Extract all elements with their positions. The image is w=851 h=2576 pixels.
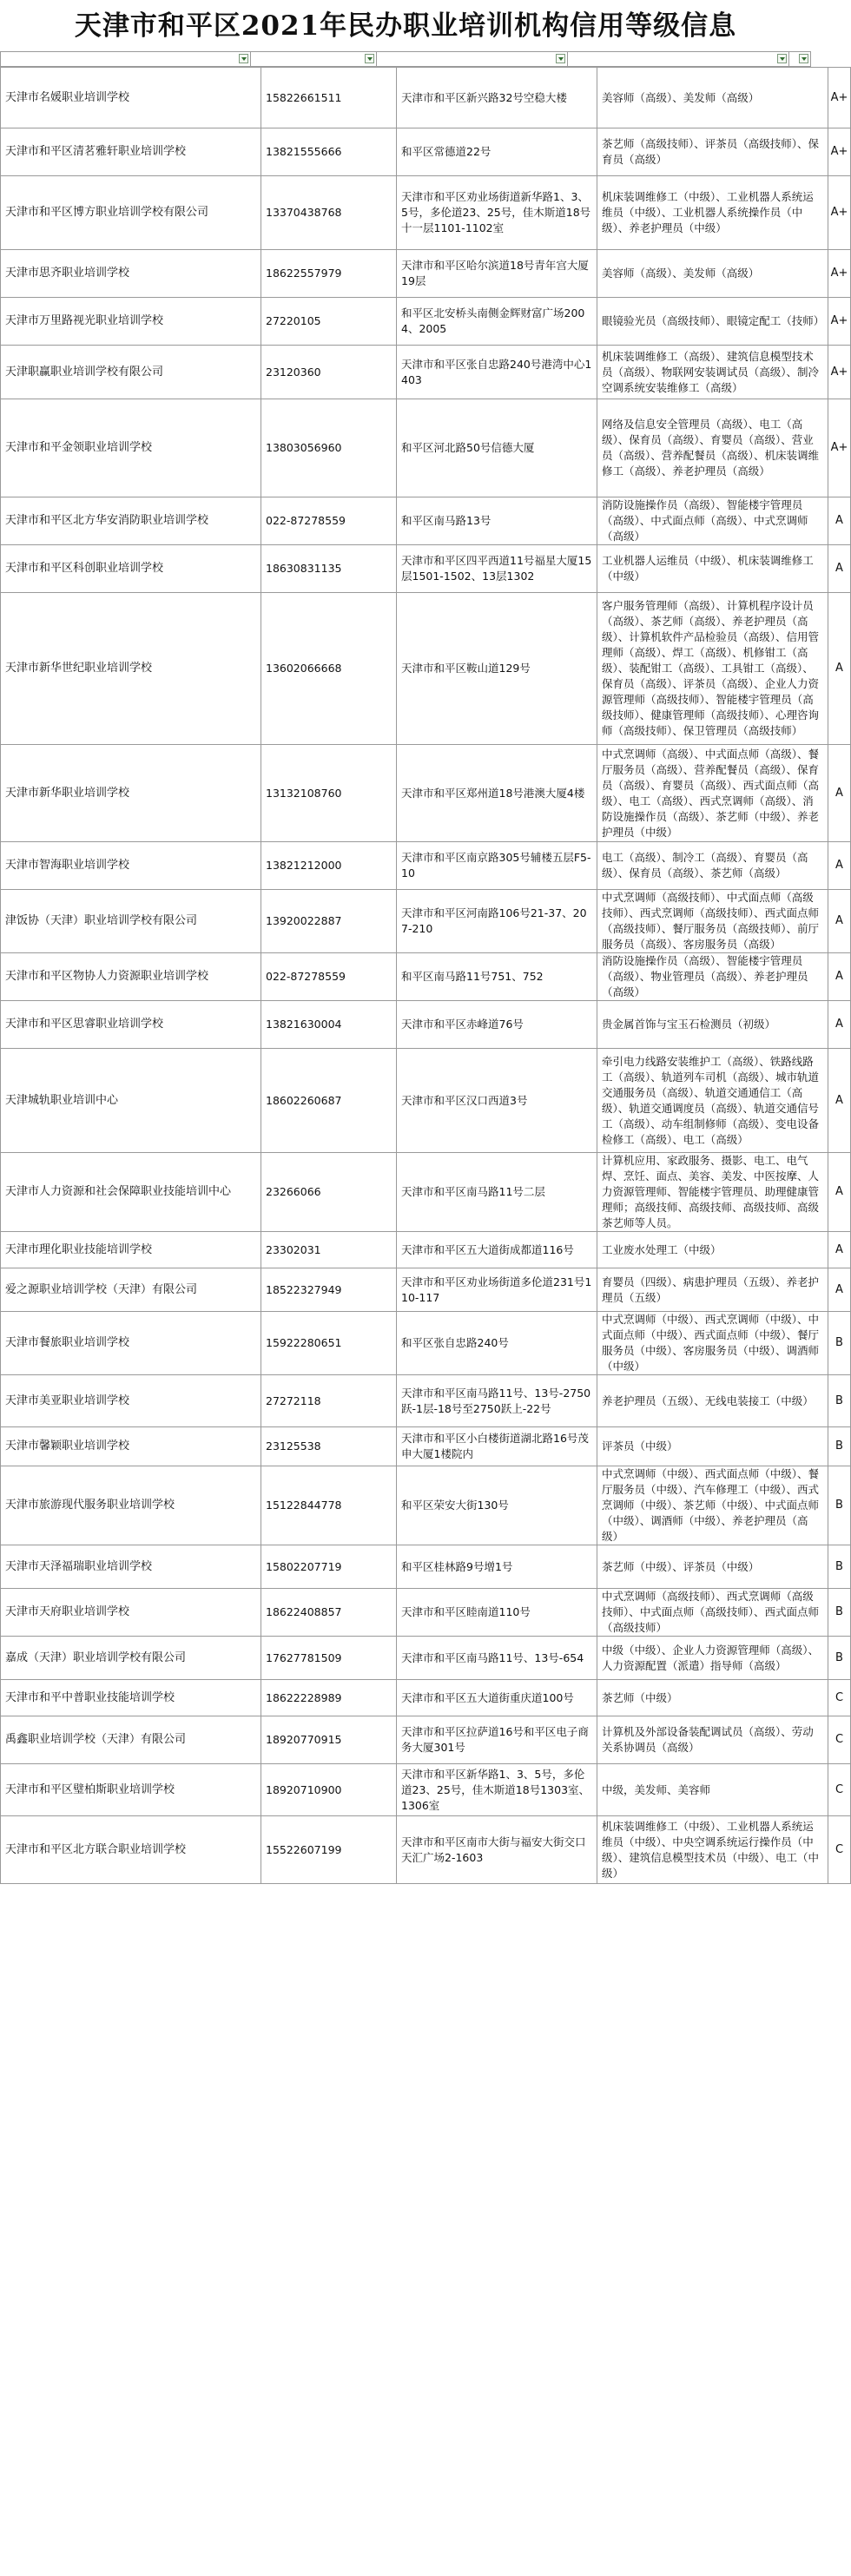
cell-name: 天津市旅游现代服务职业培训学校 xyxy=(1,1466,261,1545)
cell-name: 天津市万里路视光职业培训学校 xyxy=(1,298,261,346)
cell-jobs: 消防设施操作员（高级）、智能楼宇管理员（高级）、中式面点师（高级）、中式烹调师（高级） xyxy=(597,497,828,545)
cell-grade: B xyxy=(828,1589,851,1637)
cell-name: 天津市和平中普职业技能培训学校 xyxy=(1,1680,261,1716)
cell-addr: 天津市和平区南马路11号、13号-2750跃-1层-18号至2750跃上-22号 xyxy=(397,1375,597,1427)
cell-grade: A xyxy=(828,842,851,890)
table-row xyxy=(1,545,851,593)
table-row xyxy=(1,1545,851,1589)
cell-jobs: 评茶员（中级） xyxy=(597,1427,828,1466)
cell-tel: 13821212000 xyxy=(261,842,397,890)
cell-tel: 18622408857 xyxy=(261,1589,397,1637)
cell-name: 天津市餐旅职业培训学校 xyxy=(1,1312,261,1375)
cell-jobs: 工业废水处理工（中级） xyxy=(597,1232,828,1268)
cell-name: 天津市和平区物协人力资源职业培训学校 xyxy=(1,953,261,1001)
filter-row xyxy=(0,52,811,67)
cell-addr: 和平区桂林路9号增1号 xyxy=(397,1545,597,1589)
filter-cell-jobs xyxy=(568,52,789,66)
cell-tel: 18630831135 xyxy=(261,545,397,593)
table-row xyxy=(1,842,851,890)
table-row xyxy=(1,593,851,745)
cell-name: 天津市和平区清茗雅轩职业培训学校 xyxy=(1,128,261,176)
cell-tel: 15122844778 xyxy=(261,1466,397,1545)
cell-name: 天津市天府职业培训学校 xyxy=(1,1589,261,1637)
cell-grade: A+ xyxy=(828,346,851,399)
cell-jobs: 中式烹调师（中级）、西式面点师（中级）、餐厅服务员（中级）、汽车修理工（中级）、西式烹调师（中级）、茶艺师（中级）、中式面点师（中级）、调酒师（中级）、养老护理员（高级） xyxy=(597,1466,828,1545)
cell-addr: 和平区常德道22号 xyxy=(397,128,597,176)
table-row xyxy=(1,1716,851,1764)
cell-grade: A xyxy=(828,1232,851,1268)
cell-addr: 天津市和平区南马路11号二层 xyxy=(397,1153,597,1232)
cell-grade: A xyxy=(828,593,851,745)
cell-grade: B xyxy=(828,1637,851,1680)
cell-grade: A xyxy=(828,745,851,842)
cell-addr: 和平区南马路13号 xyxy=(397,497,597,545)
cell-name: 天津市馨颖职业培训学校 xyxy=(1,1427,261,1466)
filter-dropdown-icon[interactable] xyxy=(799,54,808,63)
cell-jobs: 茶艺师（中级） xyxy=(597,1680,828,1716)
table-row xyxy=(1,497,851,545)
cell-name: 天津市美亚职业培训学校 xyxy=(1,1375,261,1427)
cell-tel: 13370438768 xyxy=(261,176,397,250)
cell-name: 禹鑫职业培训学校（天津）有限公司 xyxy=(1,1716,261,1764)
cell-grade: A xyxy=(828,497,851,545)
cell-grade: A xyxy=(828,1268,851,1312)
table-row xyxy=(1,298,851,346)
cell-grade: C xyxy=(828,1764,851,1816)
cell-tel: 15922280651 xyxy=(261,1312,397,1375)
filter-dropdown-icon[interactable] xyxy=(777,54,787,63)
cell-addr: 天津市和平区五大道街重庆道100号 xyxy=(397,1680,597,1716)
cell-addr: 天津市和平区劝业场街道多伦道231号110-117 xyxy=(397,1268,597,1312)
table-row xyxy=(1,128,851,176)
cell-name: 天津市人力资源和社会保障职业技能培训中心 xyxy=(1,1153,261,1232)
cell-tel: 15802207719 xyxy=(261,1545,397,1589)
cell-name: 天津市和平金领职业培训学校 xyxy=(1,399,261,497)
table-row xyxy=(1,1637,851,1680)
cell-grade: C xyxy=(828,1816,851,1884)
cell-addr: 和平区北安桥头南侧金辉财富广场2004、2005 xyxy=(397,298,597,346)
cell-grade: A xyxy=(828,545,851,593)
cell-grade: B xyxy=(828,1545,851,1589)
cell-addr: 和平区河北路50号信德大厦 xyxy=(397,399,597,497)
cell-tel: 17627781509 xyxy=(261,1637,397,1680)
cell-addr: 和平区张自忠路240号 xyxy=(397,1312,597,1375)
cell-tel: 23120360 xyxy=(261,346,397,399)
cell-name: 天津市名媛职业培训学校 xyxy=(1,68,261,128)
cell-tel: 022-87278559 xyxy=(261,953,397,1001)
cell-grade: A+ xyxy=(828,298,851,346)
cell-jobs: 机床装调维修工（中级）、工业机器人系统运维员（中级）、中央空调系统运行操作员（中级）、建筑信息模型技术员（中级）、电工（中级） xyxy=(597,1816,828,1884)
cell-addr: 天津市和平区劝业场街道新华路1、3、5号，多伦道23、25号，佳木斯道18号十一层1101-1102室 xyxy=(397,176,597,250)
cell-name: 天津市天泽福瑞职业培训学校 xyxy=(1,1545,261,1589)
cell-grade: A xyxy=(828,953,851,1001)
cell-tel: 13821555666 xyxy=(261,128,397,176)
cell-name: 天津市智海职业培训学校 xyxy=(1,842,261,890)
cell-name: 天津市思齐职业培训学校 xyxy=(1,250,261,298)
table-row xyxy=(1,399,851,497)
cell-addr: 天津市和平区汉口西道3号 xyxy=(397,1049,597,1153)
cell-jobs: 中式烹调师（高级）、中式面点师（高级）、餐厅服务员（高级）、营养配餐员（高级）、保育员（高级）、育婴员（高级）、西式面点师（高级）、电工（高级）、西式烹调师（高级）、消防设施操作员（高级）、茶艺师（中级）、养老护理员（中级） xyxy=(597,745,828,842)
cell-addr: 天津市和平区拉萨道16号和平区电子商务大厦301号 xyxy=(397,1716,597,1764)
cell-addr: 天津市和平区南市大街与福安大街交口天汇广场2-1603 xyxy=(397,1816,597,1884)
cell-grade: A+ xyxy=(828,250,851,298)
cell-name: 爱之源职业培训学校（天津）有限公司 xyxy=(1,1268,261,1312)
cell-tel: 15522607199 xyxy=(261,1816,397,1884)
cell-grade: B xyxy=(828,1375,851,1427)
cell-jobs: 中级，美发师、美容师 xyxy=(597,1764,828,1816)
filter-dropdown-icon[interactable] xyxy=(239,54,248,63)
table-row xyxy=(1,1001,851,1049)
cell-name: 天津市新华职业培训学校 xyxy=(1,745,261,842)
cell-jobs: 电工（高级）、制冷工（高级）、育婴员（高级）、保育员（高级）、茶艺师（高级） xyxy=(597,842,828,890)
cell-tel: 18622557979 xyxy=(261,250,397,298)
cell-jobs: 机床装调维修工（高级）、建筑信息模型技术员（高级）、物联网安装调试员（高级）、制冷空调系统安装维修工（高级） xyxy=(597,346,828,399)
table-row xyxy=(1,890,851,953)
cell-tel: 18622228989 xyxy=(261,1680,397,1716)
cell-addr: 天津市和平区张自忠路240号港湾中心1403 xyxy=(397,346,597,399)
cell-addr: 和平区南马路11号751、752 xyxy=(397,953,597,1001)
cell-addr: 天津市和平区小白楼街道湖北路16号茂申大厦1楼院内 xyxy=(397,1427,597,1466)
cell-jobs: 计算机应用、家政服务、摄影、电工、电气焊、烹饪、面点、美容、美发、中医按摩、人力资源管理师、智能楼宇管理员、助理健康管理师；高级技师、高级技师、高级技师、高级茶艺师等人员。 xyxy=(597,1153,828,1232)
cell-jobs: 美容师（高级）、美发师（高级） xyxy=(597,250,828,298)
cell-tel: 27220105 xyxy=(261,298,397,346)
cell-name: 嘉成（天津）职业培训学校有限公司 xyxy=(1,1637,261,1680)
cell-jobs: 牵引电力线路安装维护工（高级）、铁路线路工（高级）、轨道列车司机（高级）、城市轨道交通服务员（高级）、轨道交通通信工（高级）、轨道交通调度员（高级）、轨道交通信号工（高级）、动车组制修师（高级）、变电设备检修工（高级）、电工（高级） xyxy=(597,1049,828,1153)
table-row xyxy=(1,68,851,128)
cell-jobs: 美容师（高级）、美发师（高级） xyxy=(597,68,828,128)
table-row xyxy=(1,1232,851,1268)
cell-grade: A+ xyxy=(828,68,851,128)
cell-tel: 18920770915 xyxy=(261,1716,397,1764)
cell-tel: 18522327949 xyxy=(261,1268,397,1312)
table-row xyxy=(1,176,851,250)
filter-cell-addr xyxy=(377,52,568,66)
cell-addr: 天津市和平区新兴路32号空稳大楼 xyxy=(397,68,597,128)
page-title: 天津市和平区2021年民办职业培训机构信用等级信息 xyxy=(0,0,811,52)
cell-jobs: 茶艺师（中级）、评茶员（中级） xyxy=(597,1545,828,1589)
cell-grade: B xyxy=(828,1427,851,1466)
table-row xyxy=(1,1049,851,1153)
table-row xyxy=(1,1427,851,1466)
cell-tel: 27272118 xyxy=(261,1375,397,1427)
cell-jobs: 中级（中级）、企业人力资源管理师（高级）、人力资源配置（派遣）指导师（高级） xyxy=(597,1637,828,1680)
cell-jobs: 中式烹调师（中级）、西式烹调师（中级）、中式面点师（中级）、西式面点师（中级）、餐厅服务员（中级）、客房服务员（中级）、调酒师（中级） xyxy=(597,1312,828,1375)
cell-name: 天津市和平区思睿职业培训学校 xyxy=(1,1001,261,1049)
cell-name: 天津城轨职业培训中心 xyxy=(1,1049,261,1153)
table-row xyxy=(1,1312,851,1375)
cell-tel: 022-87278559 xyxy=(261,497,397,545)
cell-jobs: 中式烹调师（高级技师）、西式烹调师（高级技师）、中式面点师（高级技师）、西式面点师（高级技师） xyxy=(597,1589,828,1637)
table-row xyxy=(1,1153,851,1232)
table-row xyxy=(1,953,851,1001)
cell-jobs: 机床装调维修工（中级）、工业机器人系统运维员（中级）、工业机器人系统操作员（中级）、养老护理员（中级） xyxy=(597,176,828,250)
table-row xyxy=(1,1268,851,1312)
cell-tel: 23266066 xyxy=(261,1153,397,1232)
cell-addr: 天津市和平区四平西道11号福星大厦15层1501-1502、13层1302 xyxy=(397,545,597,593)
cell-tel: 18920710900 xyxy=(261,1764,397,1816)
cell-name: 津饭协（天津）职业培训学校有限公司 xyxy=(1,890,261,953)
table-row xyxy=(1,1466,851,1545)
cell-jobs: 茶艺师（高级技师）、评茶员（高级技师）、保育员（高级） xyxy=(597,128,828,176)
cell-tel: 13803056960 xyxy=(261,399,397,497)
cell-name: 天津市和平区博方职业培训学校有限公司 xyxy=(1,176,261,250)
cell-grade: A xyxy=(828,1153,851,1232)
cell-tel: 13602066668 xyxy=(261,593,397,745)
table-row xyxy=(1,1764,851,1816)
cell-addr: 天津市和平区河南路106号21-37、207-210 xyxy=(397,890,597,953)
cell-name: 天津市和平区北方联合职业培训学校 xyxy=(1,1816,261,1884)
cell-tel: 13821630004 xyxy=(261,1001,397,1049)
cell-jobs: 中式烹调师（高级技师）、中式面点师（高级技师）、西式烹调师（高级技师）、西式面点师（高级技师）、餐厅服务员（高级技师）、前厅服务员（高级）、客房服务员（高级） xyxy=(597,890,828,953)
filter-cell-name xyxy=(0,52,251,66)
cell-name: 天津市和平区北方华安消防职业培训学校 xyxy=(1,497,261,545)
filter-cell-tel xyxy=(251,52,377,66)
cell-grade: A xyxy=(828,890,851,953)
cell-jobs: 网络及信息安全管理员（高级）、电工（高级）、保育员（高级）、育婴员（高级）、营业员（高级）、营养配餐员（高级）、机床装调维修工（高级）、养老护理员（高级） xyxy=(597,399,828,497)
cell-name: 天津市和平区科创职业培训学校 xyxy=(1,545,261,593)
credit-table xyxy=(0,67,851,1884)
cell-addr: 天津市和平区五大道街成都道116号 xyxy=(397,1232,597,1268)
cell-jobs: 客户服务管理师（高级）、计算机程序设计员（高级）、茶艺师（高级）、养老护理员（高级）、计算机软件产品检验员（高级）、信用管理师（高级）、焊工（高级）、机修钳工（高级）、装配钳工（高级）、工具钳工（高级）、保育员（高级）、评茶员（高级）、企业人力资源管理师（高级技师）、智能楼宇管理员（高级技师）、健康管理师（高级技师）、心理咨询师（高级技师）、保卫管理员（高级技师） xyxy=(597,593,828,745)
cell-name: 天津市和平区璧柏斯职业培训学校 xyxy=(1,1764,261,1816)
table-row xyxy=(1,346,851,399)
cell-addr: 天津市和平区哈尔滨道18号青年宫大厦19层 xyxy=(397,250,597,298)
cell-addr: 天津市和平区新华路1、3、5号，多伦道23、25号，佳木斯道18号1303室、1306室 xyxy=(397,1764,597,1816)
cell-addr: 天津市和平区赤峰道76号 xyxy=(397,1001,597,1049)
cell-grade: B xyxy=(828,1466,851,1545)
table-row xyxy=(1,1816,851,1884)
cell-grade: A+ xyxy=(828,176,851,250)
cell-tel: 13920022887 xyxy=(261,890,397,953)
cell-tel: 15822661511 xyxy=(261,68,397,128)
cell-grade: C xyxy=(828,1680,851,1716)
cell-jobs: 工业机器人运维员（中级）、机床装调维修工（中级） xyxy=(597,545,828,593)
cell-addr: 天津市和平区南马路11号、13号-654 xyxy=(397,1637,597,1680)
cell-jobs: 育婴员（四级）、病患护理员（五级）、养老护理员（五级） xyxy=(597,1268,828,1312)
cell-addr: 天津市和平区鞍山道129号 xyxy=(397,593,597,745)
cell-addr: 和平区荣安大街130号 xyxy=(397,1466,597,1545)
table-row xyxy=(1,250,851,298)
cell-addr: 天津市和平区睦南道110号 xyxy=(397,1589,597,1637)
filter-dropdown-icon[interactable] xyxy=(365,54,374,63)
cell-grade: A xyxy=(828,1001,851,1049)
cell-jobs: 计算机及外部设备装配调试员（高级）、劳动关系协调员（高级） xyxy=(597,1716,828,1764)
cell-name: 天津职赢职业培训学校有限公司 xyxy=(1,346,261,399)
cell-jobs: 眼镜验光员（高级技师）、眼镜定配工（技师） xyxy=(597,298,828,346)
cell-tel: 23302031 xyxy=(261,1232,397,1268)
cell-grade: A xyxy=(828,1049,851,1153)
cell-name: 天津市理化职业技能培训学校 xyxy=(1,1232,261,1268)
cell-tel: 13132108760 xyxy=(261,745,397,842)
cell-tel: 23125538 xyxy=(261,1427,397,1466)
filter-cell-grade xyxy=(789,52,811,66)
cell-addr: 天津市和平区郑州道18号港澳大厦4楼 xyxy=(397,745,597,842)
cell-tel: 18602260687 xyxy=(261,1049,397,1153)
cell-addr: 天津市和平区南京路305号辅楼五层F5-10 xyxy=(397,842,597,890)
table-row xyxy=(1,1375,851,1427)
cell-grade: A+ xyxy=(828,399,851,497)
cell-grade: B xyxy=(828,1312,851,1375)
cell-jobs: 贵金属首饰与宝玉石检测员（初级） xyxy=(597,1001,828,1049)
cell-name: 天津市新华世纪职业培训学校 xyxy=(1,593,261,745)
cell-grade: C xyxy=(828,1716,851,1764)
table-row xyxy=(1,1680,851,1716)
cell-grade: A+ xyxy=(828,128,851,176)
filter-dropdown-icon[interactable] xyxy=(556,54,565,63)
cell-jobs: 养老护理员（五级）、无线电装接工（中级） xyxy=(597,1375,828,1427)
table-row xyxy=(1,1589,851,1637)
cell-jobs: 消防设施操作员（高级）、智能楼宇管理员（高级）、物业管理员（高级）、养老护理员（高级） xyxy=(597,953,828,1001)
table-row xyxy=(1,745,851,842)
